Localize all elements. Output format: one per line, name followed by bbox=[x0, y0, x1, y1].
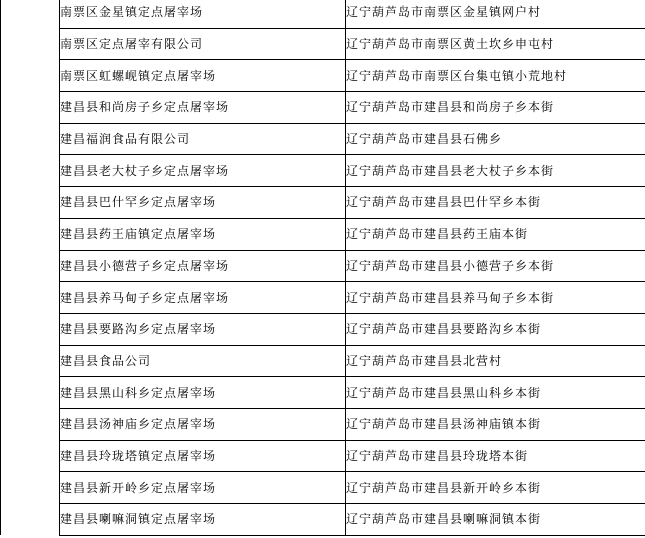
address-cell bbox=[346, 60, 645, 92]
table-row bbox=[1, 408, 645, 440]
name-cell bbox=[60, 440, 346, 472]
name-cell bbox=[60, 408, 346, 440]
index-cell bbox=[1, 408, 60, 440]
address-cell bbox=[346, 440, 645, 472]
table-row bbox=[1, 345, 645, 377]
company-address: 辽宁葫芦岛市建昌县喇嘛洞镇本街 bbox=[346, 512, 542, 527]
index-cell bbox=[1, 250, 60, 282]
name-cell bbox=[60, 60, 346, 92]
company-address: 辽宁葫芦岛市建昌县巴什罕乡本街 bbox=[346, 195, 542, 210]
address-cell bbox=[346, 92, 645, 124]
name-cell bbox=[60, 472, 346, 504]
table-row bbox=[1, 472, 645, 504]
address-cell bbox=[346, 377, 645, 409]
table-row bbox=[1, 92, 645, 124]
name-cell bbox=[60, 250, 346, 282]
company-address: 辽宁葫芦岛市南票区台集屯镇小荒地村 bbox=[346, 68, 568, 83]
index-cell bbox=[1, 218, 60, 250]
company-name: 南票区虹螺岘镇定点屠宰场 bbox=[60, 68, 217, 83]
address-cell bbox=[346, 408, 645, 440]
company-name: 建昌县汤神庙乡定点屠宰场 bbox=[60, 417, 217, 432]
index-cell bbox=[1, 313, 60, 345]
index-cell bbox=[1, 60, 60, 92]
name-cell bbox=[60, 0, 346, 28]
company-name: 建昌县新开岭乡定点屠宰场 bbox=[60, 480, 217, 495]
company-address: 辽宁葫芦岛市南票区黄土坎乡申屯村 bbox=[346, 37, 555, 52]
company-name: 建昌县药王庙镇定点屠宰场 bbox=[60, 227, 217, 242]
company-name: 建昌县养马甸子乡定点屠宰场 bbox=[60, 290, 230, 305]
company-name: 建昌县食品公司 bbox=[60, 353, 152, 368]
name-cell bbox=[60, 187, 346, 219]
company-address: 辽宁葫芦岛市建昌县药王庙本街 bbox=[346, 227, 529, 242]
company-address: 辽宁葫芦岛市建昌县老大杖子乡本街 bbox=[346, 163, 555, 178]
table-row bbox=[1, 282, 645, 314]
index-cell bbox=[1, 440, 60, 472]
company-address: 辽宁葫芦岛市南票区金星镇网户村 bbox=[346, 5, 542, 20]
name-cell bbox=[60, 504, 346, 536]
index-cell bbox=[1, 92, 60, 124]
table-row bbox=[1, 60, 645, 92]
company-address: 辽宁葫芦岛市建昌县和尚房子乡本街 bbox=[346, 100, 555, 115]
table-body bbox=[1, 0, 645, 535]
company-address: 辽宁葫芦岛市建昌县养马甸子乡本街 bbox=[346, 290, 555, 305]
company-name: 建昌县喇嘛洞镇定点屠宰场 bbox=[60, 512, 217, 527]
company-name: 建昌县老大杖子乡定点屠宰场 bbox=[60, 163, 230, 178]
address-cell bbox=[346, 282, 645, 314]
address-cell bbox=[346, 187, 645, 219]
company-address: 辽宁葫芦岛市建昌县新开岭乡本街 bbox=[346, 480, 542, 495]
address-cell bbox=[346, 250, 645, 282]
company-name: 建昌县和尚房子乡定点屠宰场 bbox=[60, 100, 230, 115]
company-address: 辽宁葫芦岛市建昌县小德营子乡本街 bbox=[346, 258, 555, 273]
index-cell bbox=[1, 123, 60, 155]
index-cell bbox=[1, 187, 60, 219]
name-cell bbox=[60, 92, 346, 124]
company-name: 建昌县玲珑塔镇定点屠宰场 bbox=[60, 448, 217, 463]
table-row bbox=[1, 218, 645, 250]
company-name: 南票区定点屠宰有限公司 bbox=[60, 37, 204, 52]
name-cell bbox=[60, 123, 346, 155]
table-row bbox=[1, 123, 645, 155]
address-cell bbox=[346, 218, 645, 250]
address-cell bbox=[346, 345, 645, 377]
index-cell bbox=[1, 155, 60, 187]
table-row bbox=[1, 28, 645, 60]
name-cell bbox=[60, 313, 346, 345]
company-name: 建昌县要路沟乡定点屠宰场 bbox=[60, 322, 217, 337]
address-cell bbox=[346, 123, 645, 155]
address-cell bbox=[346, 472, 645, 504]
company-address: 辽宁葫芦岛市建昌县汤神庙镇本街 bbox=[346, 417, 542, 432]
company-name: 建昌县巴什罕乡定点屠宰场 bbox=[60, 195, 217, 210]
table-row bbox=[1, 440, 645, 472]
table-row bbox=[1, 250, 645, 282]
address-cell bbox=[346, 28, 645, 60]
company-address: 辽宁葫芦岛市建昌县北营村 bbox=[346, 353, 503, 368]
index-cell bbox=[1, 504, 60, 536]
address-cell bbox=[346, 504, 645, 536]
index-cell bbox=[1, 28, 60, 60]
name-cell bbox=[60, 345, 346, 377]
company-address: 辽宁葫芦岛市建昌县黑山科乡本街 bbox=[346, 385, 542, 400]
company-name: 建昌县黑山科乡定点屠宰场 bbox=[60, 385, 217, 400]
table-row bbox=[1, 504, 645, 536]
name-cell bbox=[60, 282, 346, 314]
name-cell bbox=[60, 28, 346, 60]
address-cell bbox=[346, 313, 645, 345]
address-cell bbox=[346, 155, 645, 187]
company-name: 建昌福润食品有限公司 bbox=[60, 132, 191, 147]
name-cell bbox=[60, 377, 346, 409]
index-cell bbox=[1, 345, 60, 377]
address-cell bbox=[346, 0, 645, 28]
company-name: 南票区金星镇定点屠宰场 bbox=[60, 5, 204, 20]
name-cell bbox=[60, 218, 346, 250]
table-row bbox=[1, 313, 645, 345]
table-row bbox=[1, 377, 645, 409]
company-address: 辽宁葫芦岛市建昌县要路沟乡本街 bbox=[346, 322, 542, 337]
company-name: 建昌县小德营子乡定点屠宰场 bbox=[60, 258, 230, 273]
company-address: 辽宁葫芦岛市建昌县石佛乡 bbox=[346, 132, 503, 147]
index-cell bbox=[1, 472, 60, 504]
name-cell bbox=[60, 155, 346, 187]
index-cell bbox=[1, 377, 60, 409]
table-row bbox=[1, 187, 645, 219]
company-address: 辽宁葫芦岛市建昌县玲珑塔本街 bbox=[346, 448, 529, 463]
index-cell bbox=[1, 0, 60, 28]
table-row bbox=[1, 0, 645, 28]
table-row bbox=[1, 155, 645, 187]
index-cell bbox=[1, 282, 60, 314]
